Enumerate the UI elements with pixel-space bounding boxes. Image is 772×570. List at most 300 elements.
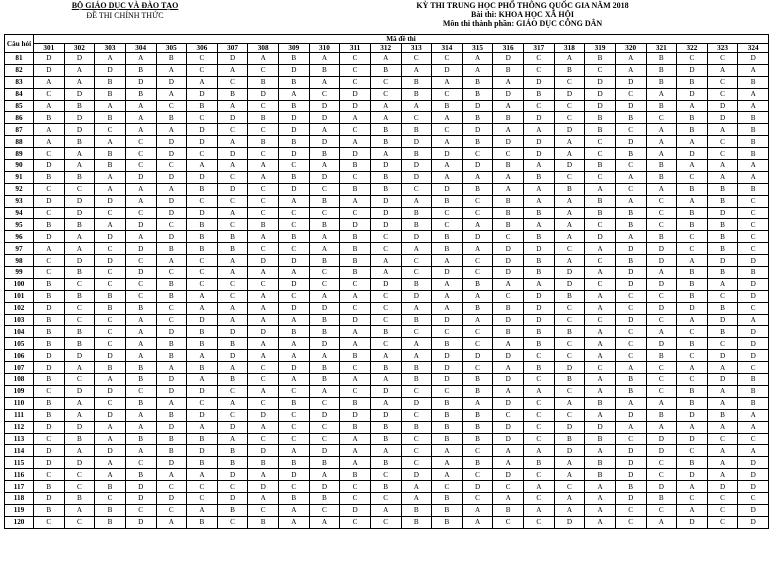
answer-cell: A <box>187 160 218 172</box>
answer-cell: C <box>34 207 65 219</box>
answer-cell: B <box>615 385 646 397</box>
answer-cell: C <box>95 492 126 504</box>
question-number: 98 <box>5 255 34 267</box>
answer-cell: C <box>585 314 616 326</box>
answer-cell: B <box>370 326 401 338</box>
answer-cell: D <box>677 469 708 481</box>
answer-cell: C <box>401 267 432 279</box>
answer-cell: A <box>187 302 218 314</box>
answer-cell: D <box>248 481 279 493</box>
answer-cell: D <box>125 219 156 231</box>
answer-cell: D <box>64 457 95 469</box>
answer-cell: D <box>554 267 585 279</box>
answer-cell: A <box>493 457 524 469</box>
answer-cell: B <box>64 290 95 302</box>
answer-cell: B <box>370 457 401 469</box>
answer-cell: A <box>340 326 371 338</box>
question-number: 97 <box>5 243 34 255</box>
answer-cell: A <box>309 76 340 88</box>
answer-cell: A <box>95 219 126 231</box>
answer-cell: D <box>493 88 524 100</box>
answer-cell: B <box>401 314 432 326</box>
question-number: 108 <box>5 374 34 386</box>
answer-cell: D <box>64 195 95 207</box>
answer-cell: B <box>370 136 401 148</box>
answer-cell: A <box>585 504 616 516</box>
answer-cell: C <box>738 219 769 231</box>
answer-cell: B <box>187 326 218 338</box>
answer-cell: D <box>187 314 218 326</box>
answer-cell: A <box>554 469 585 481</box>
answer-cell: D <box>95 255 126 267</box>
answer-cell: D <box>340 219 371 231</box>
answer-cell: A <box>432 457 463 469</box>
answer-cell: D <box>64 88 95 100</box>
answer-cell: B <box>493 302 524 314</box>
answer-cell: C <box>524 469 555 481</box>
answer-cell: C <box>432 53 463 65</box>
table-row <box>5 397 769 409</box>
answer-cell: B <box>677 338 708 350</box>
answer-cell: C <box>524 374 555 386</box>
answer-cell: A <box>615 362 646 374</box>
question-number: 112 <box>5 421 34 433</box>
answer-cell: A <box>493 492 524 504</box>
answer-cell: C <box>248 374 279 386</box>
answer-cell: A <box>187 76 218 88</box>
answer-cell: C <box>401 409 432 421</box>
answer-cell: D <box>156 326 187 338</box>
answer-cell: D <box>585 421 616 433</box>
answer-cell: B <box>554 374 585 386</box>
answer-cell: A <box>524 219 555 231</box>
answer-cell: B <box>370 433 401 445</box>
answer-cell: B <box>493 504 524 516</box>
answer-cell: C <box>646 362 677 374</box>
answer-cell: D <box>585 88 616 100</box>
answer-cell: C <box>125 136 156 148</box>
answer-cell: D <box>217 469 248 481</box>
question-number: 90 <box>5 160 34 172</box>
answer-cell: C <box>34 88 65 100</box>
answer-cell: A <box>707 362 738 374</box>
answer-cell: C <box>279 243 310 255</box>
answer-cell: D <box>585 231 616 243</box>
answer-cell: B <box>738 267 769 279</box>
table-row <box>5 516 769 528</box>
answer-cell: C <box>309 278 340 290</box>
exam-code-cell: 301 <box>34 44 65 53</box>
question-number: 119 <box>5 504 34 516</box>
answer-cell: C <box>125 278 156 290</box>
answer-cell: A <box>125 124 156 136</box>
answer-cell: D <box>707 207 738 219</box>
answer-cell: D <box>524 148 555 160</box>
answer-cell: C <box>585 64 616 76</box>
answer-cell: C <box>64 278 95 290</box>
table-header-row <box>5 35 769 44</box>
answer-cell: A <box>34 124 65 136</box>
question-number: 115 <box>5 457 34 469</box>
table-row <box>5 243 769 255</box>
answer-cell: C <box>738 302 769 314</box>
question-number: 94 <box>5 207 34 219</box>
answer-cell: C <box>248 433 279 445</box>
answer-cell: D <box>370 219 401 231</box>
answer-cell: D <box>524 76 555 88</box>
answer-cell: D <box>340 314 371 326</box>
answer-cell: C <box>401 183 432 195</box>
answer-cell: B <box>156 278 187 290</box>
answer-cell: A <box>340 195 371 207</box>
answer-cell: B <box>707 409 738 421</box>
answer-cell: C <box>646 290 677 302</box>
answer-cell: D <box>248 326 279 338</box>
answer-cell: B <box>615 219 646 231</box>
answer-cell: D <box>432 314 463 326</box>
answer-cell: D <box>493 374 524 386</box>
answer-cell: B <box>677 385 708 397</box>
answer-cell: A <box>646 136 677 148</box>
answer-cell: D <box>493 433 524 445</box>
table-row <box>5 64 769 76</box>
answer-cell: C <box>309 183 340 195</box>
answer-cell: C <box>493 148 524 160</box>
answer-cell: B <box>187 100 218 112</box>
answer-cell: A <box>738 409 769 421</box>
answer-cell: C <box>646 385 677 397</box>
answer-cell: C <box>554 481 585 493</box>
answer-cell: D <box>95 350 126 362</box>
answer-cell: C <box>554 350 585 362</box>
answer-cell: B <box>340 231 371 243</box>
answer-cell: C <box>462 207 493 219</box>
answer-cell: D <box>187 445 218 457</box>
answer-cell: B <box>279 171 310 183</box>
answer-cell: D <box>677 88 708 100</box>
answer-cell: A <box>462 171 493 183</box>
exam-code-cell: 323 <box>707 44 738 53</box>
answer-cell: C <box>217 385 248 397</box>
answer-cell: A <box>125 338 156 350</box>
answer-cell: A <box>248 314 279 326</box>
answer-cell: A <box>524 278 555 290</box>
answer-cell: D <box>34 492 65 504</box>
answer-cell: C <box>340 53 371 65</box>
answer-cell: A <box>585 492 616 504</box>
answer-cell: B <box>646 160 677 172</box>
answer-cell: A <box>462 504 493 516</box>
answer-cell: C <box>585 136 616 148</box>
answer-cell: B <box>585 207 616 219</box>
answer-cell: D <box>187 207 218 219</box>
answer-cell: D <box>279 124 310 136</box>
answer-cell: A <box>401 100 432 112</box>
answer-cell: A <box>309 516 340 528</box>
answer-cell: A <box>34 136 65 148</box>
answer-cell: A <box>248 53 279 65</box>
answer-cell: A <box>370 350 401 362</box>
answer-cell: A <box>646 148 677 160</box>
answer-cell: B <box>738 183 769 195</box>
answer-cell: A <box>279 516 310 528</box>
answer-cell: C <box>707 492 738 504</box>
answer-cell: A <box>340 445 371 457</box>
answer-cell: B <box>64 338 95 350</box>
answer-cell: A <box>187 350 218 362</box>
ministry-name: BỘ GIÁO DỤC VÀ ĐÀO TẠO <box>71 1 179 10</box>
answer-cell: C <box>217 516 248 528</box>
answer-cell: A <box>493 183 524 195</box>
answer-cell: C <box>248 397 279 409</box>
answer-cell: D <box>738 481 769 493</box>
answer-cell: D <box>187 171 218 183</box>
exam-code-cell: 305 <box>156 44 187 53</box>
answer-cell: A <box>340 457 371 469</box>
answer-cell: D <box>493 136 524 148</box>
exam-code-cell: 318 <box>554 44 585 53</box>
answer-cell: D <box>187 88 218 100</box>
answer-cell: B <box>401 374 432 386</box>
answer-cell: B <box>217 243 248 255</box>
answer-cell: B <box>340 243 371 255</box>
table-row <box>5 160 769 172</box>
answer-cell: B <box>615 481 646 493</box>
answer-cell: D <box>370 278 401 290</box>
answer-cell: A <box>707 124 738 136</box>
answer-cell: B <box>248 112 279 124</box>
answer-cell: D <box>64 207 95 219</box>
answer-cell: B <box>125 397 156 409</box>
answer-cell: A <box>279 314 310 326</box>
answer-cell: B <box>309 362 340 374</box>
answer-cell: A <box>370 374 401 386</box>
answer-cell: D <box>646 338 677 350</box>
answer-cell: D <box>524 302 555 314</box>
answer-cell: D <box>156 76 187 88</box>
exam-code-cell: 321 <box>646 44 677 53</box>
answer-cell: A <box>432 171 463 183</box>
answer-cell: D <box>279 362 310 374</box>
answer-cell: D <box>707 481 738 493</box>
answer-cell: C <box>95 326 126 338</box>
answer-cell: D <box>95 195 126 207</box>
answer-cell: D <box>95 385 126 397</box>
answer-cell: C <box>677 231 708 243</box>
answer-cell: B <box>401 504 432 516</box>
answer-cell: B <box>646 350 677 362</box>
answer-cell: D <box>585 100 616 112</box>
answer-cell: D <box>187 136 218 148</box>
answer-cell: C <box>156 302 187 314</box>
table-row <box>5 195 769 207</box>
answer-cell: D <box>309 481 340 493</box>
answer-cell: B <box>738 136 769 148</box>
answer-cell: C <box>615 350 646 362</box>
exam-code-cell: 322 <box>677 44 708 53</box>
answer-cell: C <box>432 88 463 100</box>
answer-cell: A <box>738 314 769 326</box>
answer-cell: A <box>585 290 616 302</box>
answer-cell: C <box>615 160 646 172</box>
answer-cell: A <box>401 64 432 76</box>
answer-cell: D <box>34 421 65 433</box>
answer-cell: D <box>248 409 279 421</box>
answer-cell: B <box>493 326 524 338</box>
question-number: 86 <box>5 112 34 124</box>
answer-cell: C <box>248 207 279 219</box>
answer-cell: D <box>340 88 371 100</box>
answer-cell: C <box>646 457 677 469</box>
answer-cell: B <box>34 397 65 409</box>
answer-cell: B <box>462 385 493 397</box>
answer-cell: D <box>34 64 65 76</box>
answer-cell: A <box>95 374 126 386</box>
answer-cell: A <box>217 255 248 267</box>
answer-cell: C <box>217 409 248 421</box>
answer-cell: D <box>370 160 401 172</box>
answer-cell: B <box>187 516 218 528</box>
answer-cell: B <box>217 445 248 457</box>
answer-cell: D <box>125 516 156 528</box>
answer-cell: B <box>34 409 65 421</box>
question-number: 89 <box>5 148 34 160</box>
answer-cell: B <box>95 290 126 302</box>
answer-cell: D <box>615 409 646 421</box>
answer-cell: D <box>64 124 95 136</box>
answer-cell: C <box>156 504 187 516</box>
answer-cell: B <box>187 338 218 350</box>
question-number: 120 <box>5 516 34 528</box>
answer-cell: C <box>187 255 218 267</box>
answer-cell: A <box>370 112 401 124</box>
official-exam-label: ĐỀ THI CHÍNH THỨC <box>86 11 164 20</box>
answer-cell: D <box>646 433 677 445</box>
answer-cell: A <box>677 314 708 326</box>
answer-cell: C <box>187 267 218 279</box>
answer-cell: A <box>738 160 769 172</box>
answer-cell: A <box>125 231 156 243</box>
answer-cell: B <box>707 195 738 207</box>
answer-cell: A <box>309 160 340 172</box>
answer-cell: B <box>95 302 126 314</box>
question-number: 104 <box>5 326 34 338</box>
answer-cell: A <box>248 171 279 183</box>
answer-cell: C <box>125 290 156 302</box>
answer-cell: B <box>493 112 524 124</box>
answer-cell: A <box>95 100 126 112</box>
answer-cell: C <box>554 302 585 314</box>
answer-cell: B <box>677 183 708 195</box>
answer-cell: D <box>217 350 248 362</box>
answer-cell: C <box>156 314 187 326</box>
exam-code-cell: 312 <box>370 44 401 53</box>
answer-cell: A <box>309 124 340 136</box>
answer-cell: A <box>217 362 248 374</box>
answer-cell: D <box>217 148 248 160</box>
answer-cell: A <box>524 481 555 493</box>
answer-cell: A <box>646 267 677 279</box>
answer-cell: C <box>677 350 708 362</box>
answer-cell: B <box>462 183 493 195</box>
answer-cell: A <box>462 219 493 231</box>
answer-cell: A <box>279 267 310 279</box>
answer-cell: D <box>615 457 646 469</box>
answer-cell: D <box>279 469 310 481</box>
answer-cell: C <box>707 148 738 160</box>
answer-cell: A <box>309 53 340 65</box>
answer-cell: A <box>248 160 279 172</box>
answer-cell: B <box>432 421 463 433</box>
answer-cell: B <box>279 397 310 409</box>
answer-cell: C <box>370 492 401 504</box>
answer-cell: C <box>340 492 371 504</box>
answer-cell: A <box>524 445 555 457</box>
answer-cell: D <box>707 112 738 124</box>
answer-cell: D <box>554 421 585 433</box>
answer-cell: C <box>370 231 401 243</box>
answer-cell: C <box>340 385 371 397</box>
answer-cell: D <box>554 516 585 528</box>
answer-cell: D <box>462 350 493 362</box>
answer-cell: B <box>493 219 524 231</box>
answer-cell: D <box>401 231 432 243</box>
answer-cell: A <box>64 397 95 409</box>
answer-cell: D <box>125 171 156 183</box>
answer-cell: C <box>554 100 585 112</box>
answer-cell: A <box>64 362 95 374</box>
answer-cell: B <box>738 374 769 386</box>
answer-cell: C <box>370 469 401 481</box>
question-number: 110 <box>5 397 34 409</box>
answer-cell: A <box>646 397 677 409</box>
exam-code-cell: 320 <box>615 44 646 53</box>
answer-cell: B <box>279 326 310 338</box>
answer-cell: D <box>34 445 65 457</box>
answer-cell: D <box>340 148 371 160</box>
answer-cell: A <box>187 504 218 516</box>
answer-cell: B <box>217 88 248 100</box>
answer-cell: A <box>401 195 432 207</box>
answer-cell: A <box>432 136 463 148</box>
answer-cell: C <box>340 362 371 374</box>
answer-cell: D <box>738 338 769 350</box>
answer-cell: C <box>340 171 371 183</box>
answer-cell: B <box>554 326 585 338</box>
answer-cell: B <box>585 457 616 469</box>
answer-cell: B <box>340 469 371 481</box>
answer-cell: C <box>309 397 340 409</box>
answer-cell: D <box>125 267 156 279</box>
answer-cell: B <box>34 112 65 124</box>
answer-cell: B <box>677 457 708 469</box>
answer-cell: C <box>187 64 218 76</box>
answer-cell: C <box>462 338 493 350</box>
table-row <box>5 374 769 386</box>
answer-cell: B <box>462 302 493 314</box>
answer-cell: B <box>493 195 524 207</box>
answer-cell: D <box>217 112 248 124</box>
answer-cell: C <box>677 445 708 457</box>
answer-cell: B <box>340 183 371 195</box>
answer-cell: C <box>524 64 555 76</box>
answer-cell: C <box>187 112 218 124</box>
answer-cell: C <box>677 326 708 338</box>
answer-cell: A <box>370 504 401 516</box>
answer-cell: A <box>401 492 432 504</box>
answer-cell: D <box>432 148 463 160</box>
answer-cell: A <box>585 374 616 386</box>
